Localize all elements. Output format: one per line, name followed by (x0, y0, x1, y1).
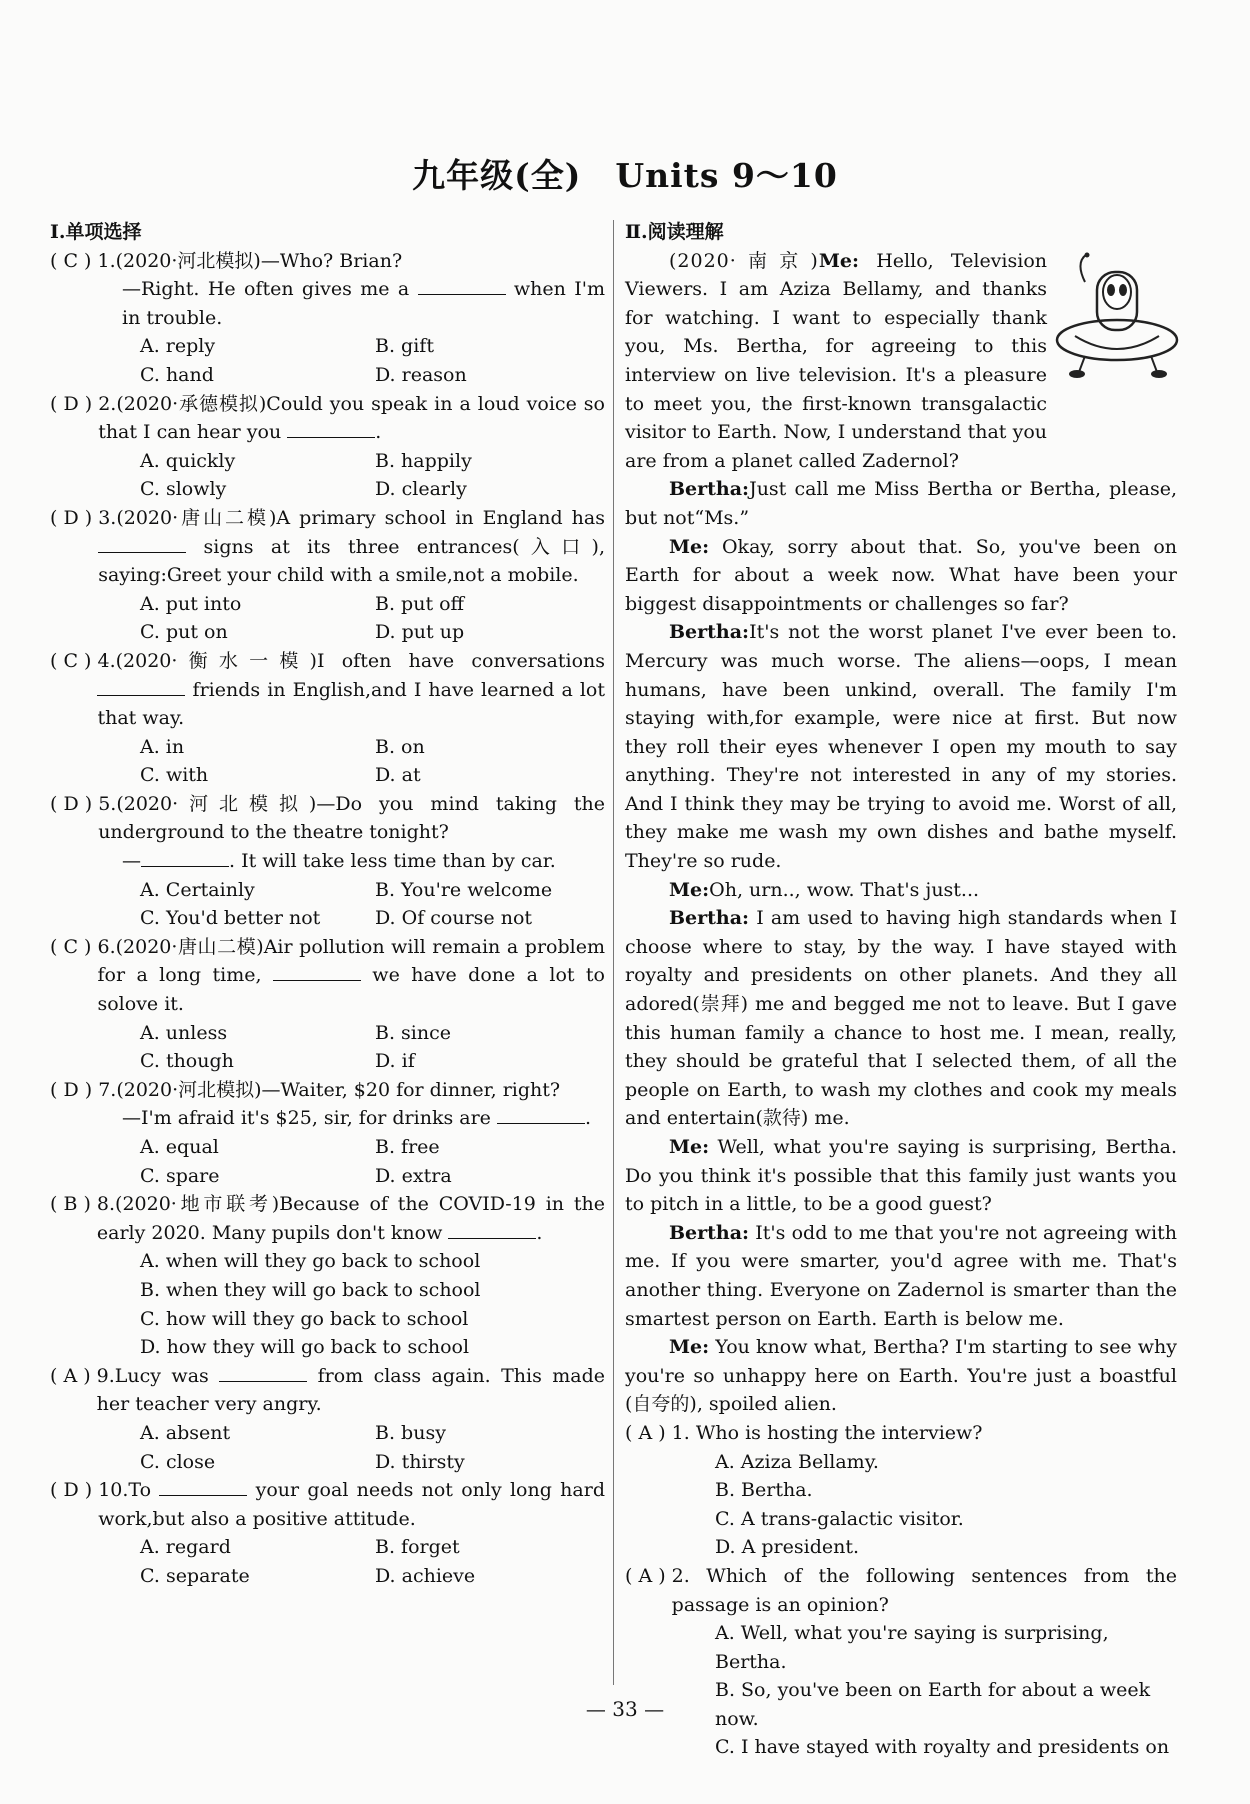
options (625, 1619, 1177, 1762)
choice-question-9 (50, 1362, 605, 1419)
option: B. put off (375, 592, 465, 615)
answer-marker: ( B ) (50, 1193, 97, 1216)
option: D. clearly (375, 478, 467, 501)
option: C. hand (140, 363, 214, 386)
passage-paragraph: Me: Okay, sorry about that. So, you've been on Earth for about a week now. What have been your biggest disappointments or challenges so far? (625, 535, 1177, 615)
option: A. equal (140, 1136, 219, 1158)
option: B. forget (375, 1536, 460, 1559)
question-continuation: —I'm afraid it's $25, sir, for drinks are . (122, 1107, 591, 1130)
options (50, 1247, 605, 1361)
passage-paragraph: Bertha: I am used to having high standards when I choose where to stay, by the way. I have stayed with royalty and presidents on other planets. And they all adored(崇拜) me and begged me not to leave. But I gave this human family a chance to host me. I mean, really, they should be grateful that I selected them, of all the people on Earth, to wash my clothes and cook my meals and entertain(款待) me. (625, 907, 1177, 1130)
reading-question-2 (625, 1562, 1177, 1619)
reading-passage (625, 247, 1177, 1419)
options (50, 733, 605, 790)
option: A. put into (140, 592, 242, 615)
answer-blank (159, 1479, 247, 1496)
option: B. since (375, 1021, 451, 1044)
option: B. So, you've been on Earth for about a week now. (715, 1679, 1151, 1730)
question-continuation: — . It will take less time than by car. (122, 850, 556, 873)
options (50, 332, 605, 389)
speaker-label: Bertha: (669, 478, 750, 501)
option: D. achieve (375, 1564, 476, 1587)
option: C. A trans-galactic visitor. (715, 1507, 964, 1530)
option: A. quickly (140, 449, 236, 472)
speaker-label: Me: (669, 1136, 710, 1158)
question-text: 3.(2020·唐山二模)A primary school in England has signs at its three entrances(入口), saying:Greet your child with a smile,not a mobile. (98, 506, 605, 587)
option: B. when they will go back to school (140, 1278, 481, 1301)
option: B. Bertha. (715, 1479, 813, 1502)
option: D. how they will go back to school (140, 1336, 470, 1359)
option: C. spare (140, 1164, 220, 1187)
options (50, 876, 605, 933)
option: B. gift (375, 335, 434, 358)
answer-marker: ( C ) (50, 249, 98, 272)
option: A. in (140, 735, 185, 758)
answer-blank (98, 536, 186, 553)
speaker-label: Me: (669, 878, 710, 901)
option: C. how will they go back to school (140, 1307, 469, 1330)
options (625, 1448, 1177, 1562)
options (50, 447, 605, 504)
option: B. You're welcome (375, 878, 553, 901)
option: A. when will they go back to school (140, 1250, 481, 1273)
option: B. busy (375, 1421, 446, 1444)
answer-marker: ( D ) (50, 1078, 99, 1101)
question-text: 9.Lucy was from class again. This made her teacher very angry. (96, 1364, 605, 1416)
option: A. Aziza Bellamy. (715, 1450, 879, 1473)
choice-question-5 (50, 790, 605, 847)
choice-question-3 (50, 504, 605, 590)
passage-paragraph: Bertha:Just call me Miss Bertha or Bertha, please, but not“Ms.” (625, 478, 1177, 529)
speaker-label: Bertha: (669, 1221, 750, 1244)
question-text: 1. Who is hosting the interview? (671, 1421, 983, 1444)
section-heading-reading: Ⅱ.阅读理解 (625, 221, 724, 243)
answer-marker: ( D ) (50, 392, 99, 415)
answer-blank (418, 278, 506, 295)
question-continuation: —Right. He often gives me a when I'm in trouble. (122, 278, 606, 329)
page-number: — 33 — (585, 1697, 665, 1721)
right-column (625, 218, 1177, 1762)
options (50, 1419, 605, 1476)
choice-question-1 (50, 247, 605, 276)
answer-marker: ( A ) (625, 1564, 672, 1587)
option: B. happily (375, 449, 472, 472)
answer-blank (497, 1107, 585, 1124)
option: A. reply (140, 335, 216, 358)
question-text: 4.(2020·衡水一模)I often have conversations friends in English,and I have learned a lot that way. (97, 649, 605, 730)
option: A. Well, what you're saying is surprising, Bertha. (715, 1622, 1109, 1673)
section-heading-choice: Ⅰ.单项选择 (50, 221, 142, 243)
question-text: 2. Which of the following sentences from the passage is an opinion? (671, 1564, 1177, 1616)
option: D. at (375, 764, 421, 787)
options (50, 1133, 605, 1190)
option: C. I have stayed with royalty and presidents on (715, 1736, 1170, 1759)
answer-marker: ( C ) (50, 935, 98, 958)
answer-marker: ( D ) (50, 1479, 99, 1502)
answer-marker: ( D ) (50, 506, 99, 529)
option: D. put up (375, 621, 465, 644)
option: A. regard (140, 1536, 231, 1559)
option: C. though (140, 1050, 234, 1073)
answer-blank (287, 421, 375, 438)
choice-question-2 (50, 390, 605, 447)
answer-blank (219, 1365, 307, 1382)
reading-question-1 (625, 1419, 1177, 1448)
option: A. Certainly (140, 878, 255, 901)
option: B. on (375, 735, 425, 758)
question-text: 5.(2020·河北模拟)—Do you mind taking the underground to the theatre tonight? (98, 792, 605, 844)
option: D. thirsty (375, 1450, 465, 1473)
option: D. Of course not (375, 907, 533, 930)
option: D. reason (375, 363, 467, 386)
choice-question-6 (50, 933, 605, 1019)
speaker-label: Bertha: (669, 621, 750, 644)
options (50, 590, 605, 647)
question-text: 7.(2020·河北模拟)—Waiter, $20 for dinner, right? (98, 1078, 561, 1101)
passage-paragraph: Bertha:It's not the worst planet I've ever been to. Mercury was much worse. The aliens—oops, I mean humans, have been unkind, overall. The family I'm staying with,for example, were nice at first. But now they roll their eyes whenever I open my mouth to say anything. They're not interested in any of my stories. And I think they may be trying to avoid me. Worst of all, they make me wash my own dishes and bathe myself. They're so rude. (625, 621, 1177, 873)
speaker-label: Me: (669, 1336, 710, 1359)
question-text: 6.(2020·唐山二模)Air pollution will remain a problem for a long time, we have done a lot to solove it. (97, 935, 605, 1016)
passage-paragraph: Me:Oh, urn.., wow. That's just... (669, 878, 980, 901)
option: C. slowly (140, 478, 227, 501)
answer-blank (448, 1222, 536, 1239)
passage-paragraph: Bertha: It's odd to me that you're not agreeing with me. If you were smarter, you'd agree with me. That's another thing. Everyone on Zadernol is smarter than the smartest person on Earth. Earth is below me. (625, 1221, 1177, 1330)
question-text: 10.To your goal needs not only long hard work,but also a positive attitude. (98, 1479, 605, 1530)
answer-marker: ( D ) (50, 792, 99, 815)
answer-blank (97, 679, 185, 696)
options (50, 1019, 605, 1076)
option: B. free (375, 1136, 440, 1158)
passage-paragraph: Me: You know what, Bertha? I'm starting to see why you're so unhappy here on Earth. You're just a boastful (自夸的), spoiled alien. (625, 1336, 1177, 1416)
question-text: 2.(2020·承德模拟)Could you speak in a loud voice so that I can hear you . (98, 392, 605, 444)
options (50, 1533, 605, 1590)
column-divider (613, 220, 614, 1685)
alien-ufo-illustration (1055, 252, 1180, 392)
question-list (50, 247, 605, 1591)
page-title: 九年级(全) Units 9～10 (412, 156, 838, 195)
speaker-label: Bertha: (669, 907, 750, 930)
question-text: 8.(2020·地市联考)Because of the COVID-19 in the early 2020. Many pupils don't know . (96, 1193, 605, 1244)
option: D. if (375, 1050, 415, 1073)
choice-question-10 (50, 1476, 605, 1533)
option: A. unless (140, 1021, 228, 1044)
question-text: 1.(2020·河北模拟)—Who? Brian? (97, 249, 403, 272)
option: C. You'd better not (140, 907, 321, 930)
option: C. with (140, 764, 209, 787)
option: C. separate (140, 1564, 250, 1587)
answer-blank (141, 850, 229, 867)
option: C. close (140, 1450, 216, 1473)
speaker-label: Me: (669, 535, 710, 558)
choice-question-8 (50, 1190, 605, 1247)
answer-marker: ( A ) (625, 1421, 672, 1444)
option: C. put on (140, 621, 228, 644)
choice-question-7 (50, 1076, 605, 1105)
choice-question-4 (50, 647, 605, 733)
option: D. A president. (715, 1536, 860, 1559)
left-column (50, 218, 605, 1591)
answer-blank (273, 964, 361, 981)
passage-paragraph: (2020·南京)Me: Hello, Television Viewers. I am Aziza Bellamy, and thanks for watching. I want to especially thank you, Ms. Bertha, for agreeing to this interview on live television. It's a pleasure to meet you, the first-known transgalactic visitor to Earth. Now, I understand that you are from a planet called Zadernol? (625, 249, 1047, 472)
option: D. extra (375, 1164, 452, 1187)
passage-paragraph: Me: Well, what you're saying is surprising, Bertha. Do you think it's possible that this family just wants you to pitch in a little, to be a good guest? (625, 1136, 1177, 1216)
answer-marker: ( A ) (50, 1364, 97, 1387)
option: A. absent (140, 1421, 231, 1444)
answer-marker: ( C ) (50, 649, 98, 672)
